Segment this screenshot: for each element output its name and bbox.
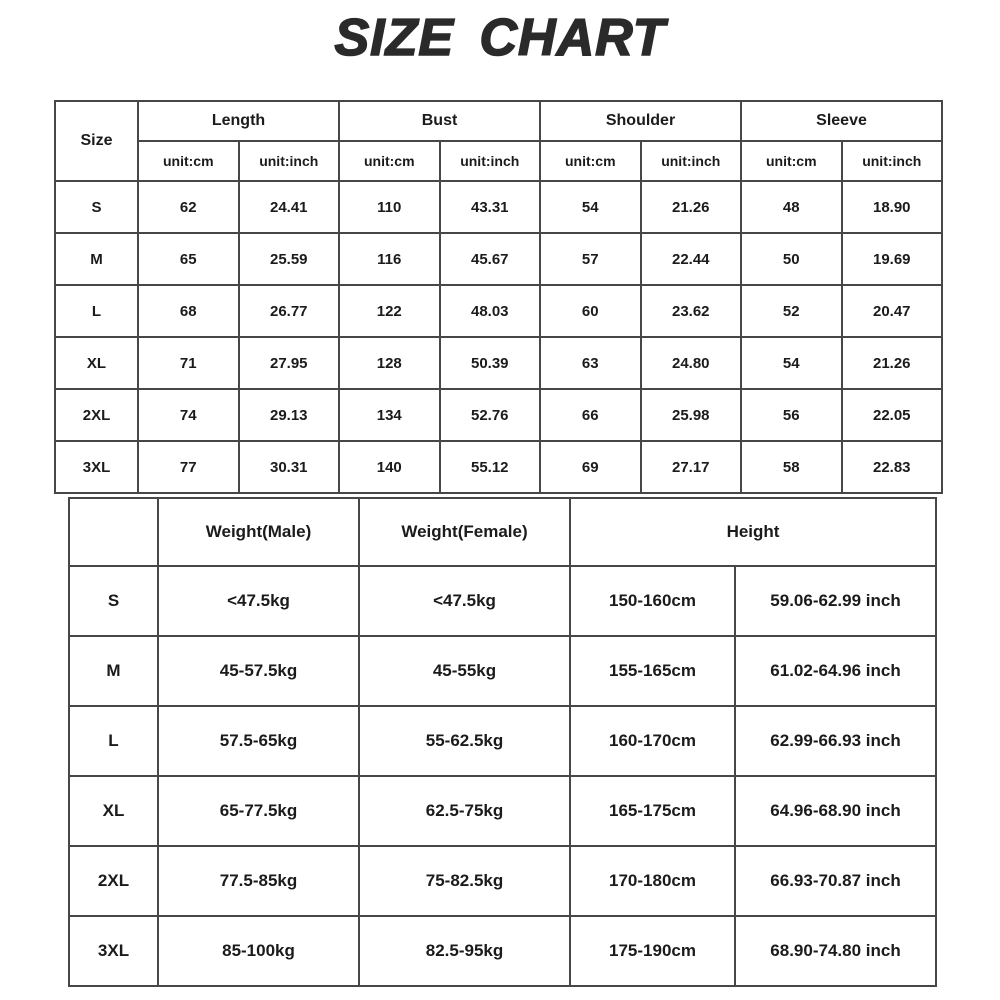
size-cell: M — [69, 636, 158, 706]
size-corner-header: Size — [55, 101, 138, 181]
size-cell: L — [69, 706, 158, 776]
bust-inch-cell: 43.31 — [440, 181, 541, 233]
length-inch-cell: 25.59 — [239, 233, 340, 285]
size-cell: 2XL — [55, 389, 138, 441]
bust-inch-cell: 55.12 — [440, 441, 541, 493]
size-cell: XL — [69, 776, 158, 846]
unit-inch-header: unit:inch — [440, 141, 541, 181]
height-inch-cell: 68.90-74.80 inch — [735, 916, 936, 986]
length-cm-cell: 74 — [138, 389, 239, 441]
length-inch-cell: 24.41 — [239, 181, 340, 233]
shoulder-inch-cell: 25.98 — [641, 389, 742, 441]
unit-cm-header: unit:cm — [741, 141, 842, 181]
body-row — [69, 776, 936, 846]
shoulder-inch-cell: 22.44 — [641, 233, 742, 285]
length-inch-cell: 26.77 — [239, 285, 340, 337]
length-inch-cell: 30.31 — [239, 441, 340, 493]
measurement-table — [54, 100, 943, 494]
weight-female-cell: 62.5-75kg — [359, 776, 570, 846]
sleeve-cm-cell: 52 — [741, 285, 842, 337]
sleeve-inch-cell: 22.05 — [842, 389, 943, 441]
weight-male-cell: 77.5-85kg — [158, 846, 359, 916]
sleeve-header: Sleeve — [741, 101, 942, 141]
unit-cm-header: unit:cm — [540, 141, 641, 181]
weight-male-cell: 57.5-65kg — [158, 706, 359, 776]
weight-female-cell: 75-82.5kg — [359, 846, 570, 916]
shoulder-cm-cell: 57 — [540, 233, 641, 285]
bust-cm-cell: 128 — [339, 337, 440, 389]
body-row — [69, 916, 936, 986]
height-cm-cell: 160-170cm — [570, 706, 735, 776]
weight-male-cell: 45-57.5kg — [158, 636, 359, 706]
length-inch-cell: 29.13 — [239, 389, 340, 441]
weight-female-cell: <47.5kg — [359, 566, 570, 636]
sleeve-inch-cell: 21.26 — [842, 337, 943, 389]
size-cell: L — [55, 285, 138, 337]
shoulder-inch-cell: 24.80 — [641, 337, 742, 389]
height-cm-cell: 165-175cm — [570, 776, 735, 846]
height-inch-cell: 62.99-66.93 inch — [735, 706, 936, 776]
sleeve-inch-cell: 20.47 — [842, 285, 943, 337]
sleeve-cm-cell: 54 — [741, 337, 842, 389]
unit-inch-header: unit:inch — [641, 141, 742, 181]
weight-female-cell: 55-62.5kg — [359, 706, 570, 776]
bust-inch-cell: 48.03 — [440, 285, 541, 337]
weight-female-cell: 45-55kg — [359, 636, 570, 706]
sleeve-inch-cell: 22.83 — [842, 441, 943, 493]
height-cm-cell: 155-165cm — [570, 636, 735, 706]
body-row — [69, 636, 936, 706]
weight-female-header: Weight(Female) — [359, 498, 570, 566]
height-inch-cell: 66.93-70.87 inch — [735, 846, 936, 916]
height-inch-cell: 61.02-64.96 inch — [735, 636, 936, 706]
size-cell: XL — [55, 337, 138, 389]
size-cell: 3XL — [55, 441, 138, 493]
empty-corner-cell — [69, 498, 158, 566]
measurement-row — [55, 441, 942, 493]
unit-inch-header: unit:inch — [842, 141, 943, 181]
page-title: SIZE CHART — [334, 9, 666, 67]
bust-inch-cell: 52.76 — [440, 389, 541, 441]
length-cm-cell: 71 — [138, 337, 239, 389]
measurement-row — [55, 233, 942, 285]
size-cell: S — [55, 181, 138, 233]
shoulder-cm-cell: 60 — [540, 285, 641, 337]
bust-cm-cell: 122 — [339, 285, 440, 337]
height-cm-cell: 150-160cm — [570, 566, 735, 636]
body-row — [69, 706, 936, 776]
sleeve-inch-cell: 19.69 — [842, 233, 943, 285]
shoulder-cm-cell: 63 — [540, 337, 641, 389]
height-cm-cell: 175-190cm — [570, 916, 735, 986]
shoulder-inch-cell: 27.17 — [641, 441, 742, 493]
shoulder-header: Shoulder — [540, 101, 741, 141]
size-cell: M — [55, 233, 138, 285]
bust-header: Bust — [339, 101, 540, 141]
body-row — [69, 846, 936, 916]
length-header: Length — [138, 101, 339, 141]
bust-cm-cell: 134 — [339, 389, 440, 441]
bust-inch-cell: 45.67 — [440, 233, 541, 285]
weight-female-cell: 82.5-95kg — [359, 916, 570, 986]
size-cell: 2XL — [69, 846, 158, 916]
height-inch-cell: 64.96-68.90 inch — [735, 776, 936, 846]
unit-cm-header: unit:cm — [138, 141, 239, 181]
bust-inch-cell: 50.39 — [440, 337, 541, 389]
length-cm-cell: 62 — [138, 181, 239, 233]
height-cm-cell: 170-180cm — [570, 846, 735, 916]
sleeve-cm-cell: 50 — [741, 233, 842, 285]
measurement-row — [55, 389, 942, 441]
size-cell: 3XL — [69, 916, 158, 986]
shoulder-cm-cell: 69 — [540, 441, 641, 493]
shoulder-cm-cell: 66 — [540, 389, 641, 441]
measurement-header-row — [55, 101, 942, 141]
measurement-unit-row — [55, 141, 942, 181]
weight-male-cell: <47.5kg — [158, 566, 359, 636]
length-cm-cell: 77 — [138, 441, 239, 493]
body-row — [69, 566, 936, 636]
height-header: Height — [570, 498, 936, 566]
sleeve-cm-cell: 58 — [741, 441, 842, 493]
weight-male-header: Weight(Male) — [158, 498, 359, 566]
unit-inch-header: unit:inch — [239, 141, 340, 181]
measurement-row — [55, 285, 942, 337]
length-cm-cell: 65 — [138, 233, 239, 285]
sleeve-inch-cell: 18.90 — [842, 181, 943, 233]
bust-cm-cell: 140 — [339, 441, 440, 493]
bust-cm-cell: 110 — [339, 181, 440, 233]
bust-cm-cell: 116 — [339, 233, 440, 285]
body-metrics-table — [68, 497, 937, 987]
shoulder-inch-cell: 23.62 — [641, 285, 742, 337]
sleeve-cm-cell: 48 — [741, 181, 842, 233]
weight-male-cell: 85-100kg — [158, 916, 359, 986]
body-header-row — [69, 498, 936, 566]
weight-male-cell: 65-77.5kg — [158, 776, 359, 846]
shoulder-cm-cell: 54 — [540, 181, 641, 233]
measurement-row — [55, 181, 942, 233]
length-inch-cell: 27.95 — [239, 337, 340, 389]
unit-cm-header: unit:cm — [339, 141, 440, 181]
height-inch-cell: 59.06-62.99 inch — [735, 566, 936, 636]
measurement-row — [55, 337, 942, 389]
sleeve-cm-cell: 56 — [741, 389, 842, 441]
shoulder-inch-cell: 21.26 — [641, 181, 742, 233]
size-cell: S — [69, 566, 158, 636]
length-cm-cell: 68 — [138, 285, 239, 337]
